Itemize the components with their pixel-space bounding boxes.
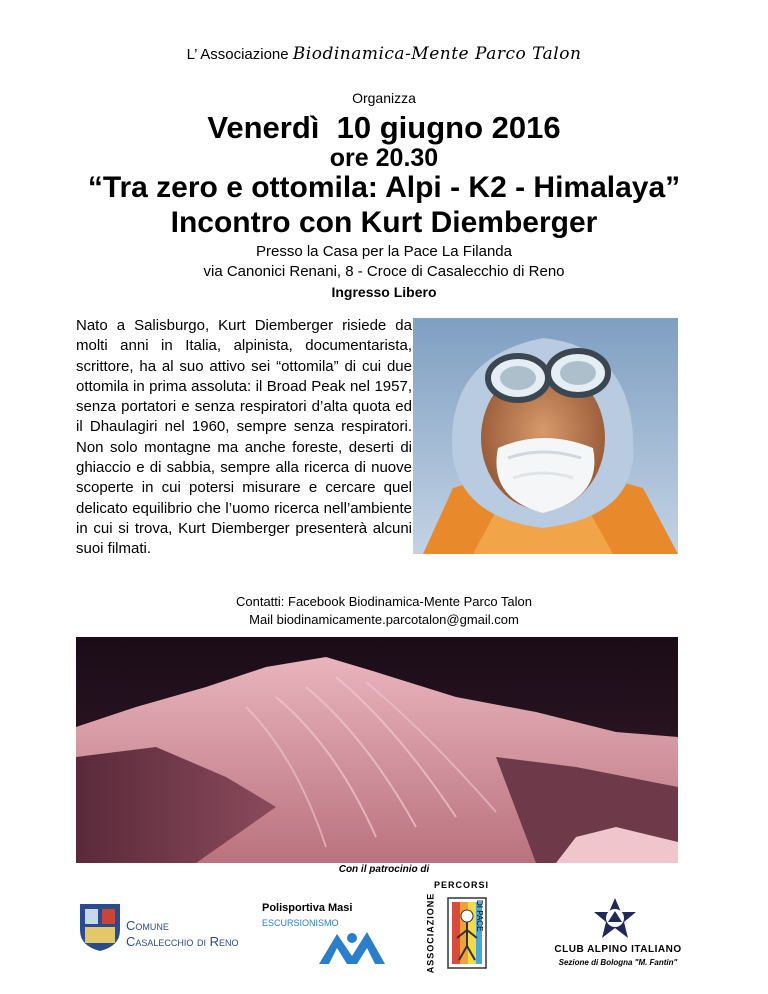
di-pace-label: DI PACE — [475, 900, 484, 932]
cai-logo — [548, 896, 688, 976]
venue-address: via Canonici Renani, 8 - Croce di Casalecchio di Reno — [203, 263, 565, 280]
cai-section: Sezione di Bologna "M. Fantin" — [558, 958, 678, 967]
cai-star-icon — [590, 896, 640, 942]
organizer-line — [0, 44, 768, 64]
associazione-label: ASSOCIAZIONE — [425, 892, 436, 974]
event-subtitle: Incontro con Kurt Diemberger — [170, 206, 598, 239]
polisportiva-logo — [262, 898, 392, 968]
organizer-prefix: L’ Associazione — [186, 46, 289, 63]
portrait-photo — [413, 318, 678, 554]
comune-line2: Casalecchio di Reno — [126, 934, 239, 949]
mountain-photo — [76, 637, 678, 863]
escursionismo-label: ESCURSIONISMO — [262, 918, 339, 928]
venue-name: Presso la Casa per la Pace La Filanda — [256, 243, 512, 260]
patronage-label: Con il patrocinio di — [338, 864, 430, 875]
organizer-name: Biodinamica-Mente Parco Talon — [292, 44, 582, 64]
event-date: Venerdì 10 giugno 2016 — [207, 110, 561, 145]
contacts-email[interactable]: Mail biodinamicamente.parcotalon@gmail.com — [249, 612, 519, 627]
comune-line1: Comune — [126, 918, 169, 933]
polisportiva-name: Polisportiva Masi — [262, 902, 353, 914]
rainbow-figure-icon — [442, 894, 492, 972]
contacts-facebook: Contatti: Facebook Biodinamica-Mente Parco Talon — [235, 594, 533, 609]
mountains-logo-icon — [317, 926, 387, 966]
organizes-label: Organizza — [352, 90, 416, 106]
percorsi-label: PERCORSI — [434, 880, 490, 890]
comune-logo — [78, 900, 248, 952]
bio-paragraph: Nato a Salisburgo, Kurt Diemberger risiede da molti anni in Italia, alpinista, documentarista, scrittore, ha al suo attivo sei “ottomila” di cui due ottomila in prima assoluta: il Broad Peak nel 1957, senza portatori e senza respiratori d’alta quota ed il Dhaulagiri nel 1960, sempre senza respiratori. Non solo montagne ma anche foreste, deserti di ghiaccio e di sabbia, sempre alla ricerca di nuove scoperte in cui potersi misurare e cercare quel delicato equilibrio che l’uomo ricerca nell’ambiente in cui si trova, Kurt Diemberger presenterà alcuni suoi filmati. — [76, 317, 412, 558]
event-time: ore 20.30 — [329, 144, 439, 172]
event-title: “Tra zero e ottomila: Alpi - K2 - Himalaya” — [87, 171, 681, 204]
comune-crest-icon — [78, 900, 122, 952]
cai-name: CLUB ALPINO ITALIANO — [554, 944, 682, 955]
percorsi-di-pace-logo — [420, 880, 510, 975]
entry-label: Ingresso Libero — [331, 284, 437, 300]
